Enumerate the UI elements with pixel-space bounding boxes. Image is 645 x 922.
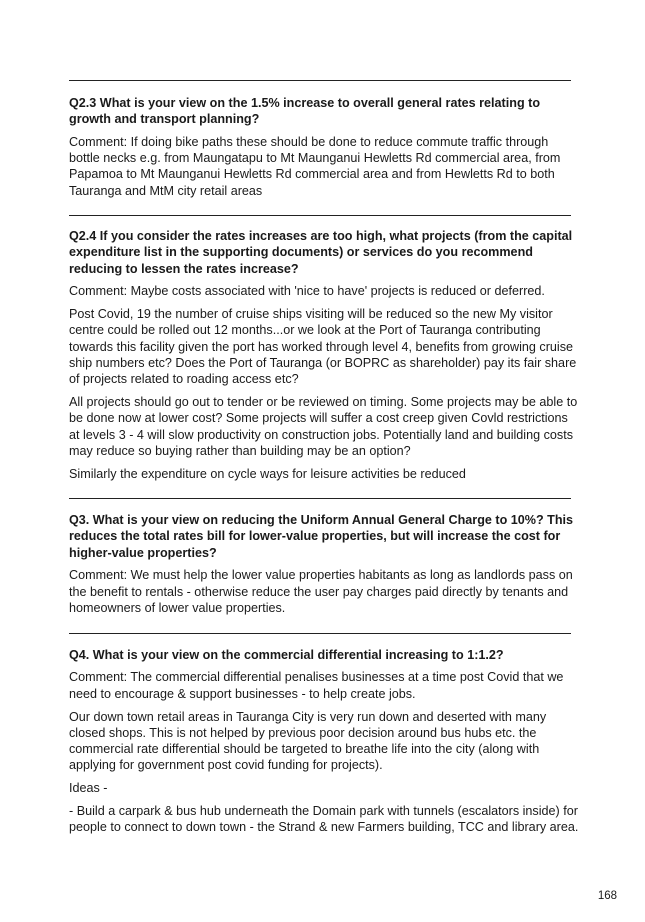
question-section-q4	[69, 647, 579, 842]
comment-paragraph: Comment: We must help the lower value properties habitants as long as landlords pass on the benefit to rentals - otherwise reduce the user pay charges paid directly by tenants and homeowners of lower value properties.	[69, 568, 573, 615]
comment-paragraph: Comment: Maybe costs associated with 'nice to have' projects is reduced or deferred.	[69, 284, 545, 299]
comment-paragraph: Post Covid, 19 the number of cruise ships visiting will be reduced so the new My visitor centre could be rolled out 12 months...or we look at the Port of Tauranga contributing towards this facility given the port has worked through level 4, benefits from growing cruise ship numbers etc? Does the Port of Tauranga (or BOPRC as shareholder) pay its fair share of projects related to roading access etc?	[69, 307, 577, 387]
comment-paragraph: Comment: The commercial differential penalises businesses at a time post Covid that we need to encourage & support businesses - to help create jobs.	[69, 670, 564, 701]
comment-paragraph: Our down town retail areas in Tauranga City is very run down and deserted with many closed shops. This is not helped by previous poor decision around bus hubs etc. the commercial rate differential should be targeted to breathe life into the city (along with applying for government post covid funding for projects).	[69, 709, 547, 773]
comment-paragraph: All projects should go out to tender or be reviewed on timing. Some projects may be able to be done now at lower cost? Some projects will suffer a cost creep given Covld restrictions at levels 3 - 4 will slow productivity on construction jobs. Potentially land and building costs may reduce so buying rather than building may be an option?	[69, 395, 578, 458]
section-divider	[69, 498, 571, 499]
comment-paragraph: Ideas -	[69, 781, 108, 796]
question-heading: Q2.4 If you consider the rates increases are too high, what projects (from the capital expenditure list in the supporting documents) or services do you recommend reducing to lessen the rates increase?	[69, 229, 573, 276]
question-section-q2-3	[69, 95, 579, 206]
question-heading: Q3. What is your view on reducing the Uniform Annual General Charge to 10%? This reduces the total rates bill for lower-value properties, but will increase the cost for higher-value properties?	[69, 513, 574, 560]
page-number: 168	[597, 890, 617, 902]
section-divider	[69, 215, 571, 216]
question-section-q2-4	[69, 228, 579, 488]
section-divider	[69, 80, 571, 81]
comment-paragraph: Similarly the expenditure on cycle ways for leisure activities be reduced	[69, 466, 466, 481]
comment-paragraph: Comment: If doing bike paths these should be done to reduce commute traffic through bottle necks e.g. from Maungatapu to Mt Maunganui Hewletts Rd commercial area, from Papamoa to Mt Maunganui Hewletts Rd commercial area and from Hewletts Rd to both Tauranga and MtM city retail areas	[69, 134, 561, 198]
question-heading: Q4. What is your view on the commercial differential increasing to 1:1.2?	[69, 648, 504, 662]
question-heading: Q2.3 What is your view on the 1.5% increase to overall general rates relating to growth and transport planning?	[69, 96, 541, 127]
section-divider	[69, 633, 571, 634]
question-section-q3	[69, 512, 579, 623]
comment-paragraph: - Build a carpark & bus hub underneath the Domain park with tunnels (escalators inside) for people to connect to down town - the Strand & new Farmers building, TCC and library area.	[69, 803, 579, 835]
